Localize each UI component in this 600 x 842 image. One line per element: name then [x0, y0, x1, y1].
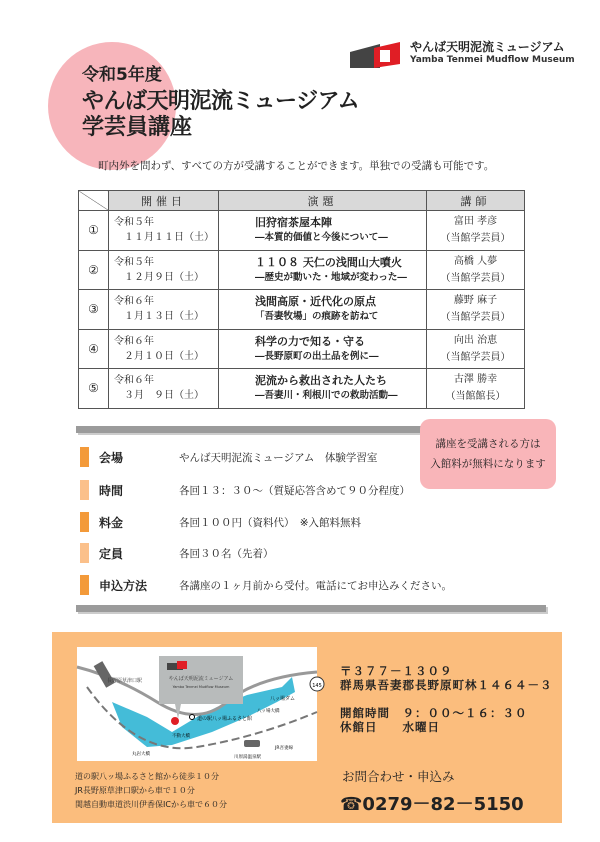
row-number: ①: [79, 211, 109, 251]
map-museum-en: Yamba Tenmei Mudflow Museum: [172, 685, 230, 689]
row-date: [109, 329, 219, 369]
page-title: やんば天明泥流ミュージアム: [82, 89, 360, 114]
table-row: [79, 211, 525, 251]
divider-bar: [76, 605, 546, 612]
info-row: [80, 543, 274, 563]
map-line: JR吾妻線: [275, 746, 293, 751]
access-directions: [75, 770, 227, 812]
topic-subtitle: ―歴史が動いた・地域が変わった―: [255, 271, 407, 283]
info-value: 各回３０名（先着）: [179, 547, 274, 560]
map-bridge1: 丸岩大橋: [132, 752, 150, 757]
row-number: ⑤: [79, 369, 109, 409]
table-row: [79, 369, 525, 409]
row-topic: [219, 250, 427, 290]
date-day: １１月１１日（土）: [124, 232, 214, 244]
map-dam: 八ッ場ダム: [270, 696, 296, 702]
row-lecturer: [427, 329, 525, 369]
logo-en: Yamba Tenmei Mudflow Museum: [410, 55, 575, 65]
row-lecturer: [427, 211, 525, 251]
topic-subtitle: 「吾妻牧場」の痕跡を訪ねて: [255, 311, 379, 323]
lecturer-name: 古澤 勝幸: [453, 374, 498, 386]
row-topic: [219, 211, 427, 251]
notice-line: 講座を受講される方は: [435, 438, 541, 450]
date-day: １月１３日（土）: [124, 311, 204, 323]
row-number: ④: [79, 329, 109, 369]
topic-title: 旧狩宿茶屋本陣: [255, 216, 332, 230]
row-topic: [219, 290, 427, 330]
header-date: 開催日: [109, 191, 219, 211]
info-row: [80, 447, 377, 467]
map-bridge2: 不動大橋: [172, 734, 190, 739]
map-station1: 長野原草津口駅: [107, 678, 143, 684]
row-date: [109, 369, 219, 409]
lecturer-role: （当館館長）: [445, 391, 506, 403]
row-date: [109, 250, 219, 290]
date-year: 令和５年: [114, 256, 154, 268]
contact-label: お問合わせ・申込み: [342, 769, 455, 784]
info-value: 各回１３：３０～（質疑応答含めて９０分程度）: [179, 484, 410, 497]
row-number: ③: [79, 290, 109, 330]
access-line: 道の駅八ッ場ふるさと館から徒歩１０分: [75, 772, 219, 781]
lecturer-role: （当館学芸員）: [440, 351, 511, 363]
marker-icon: [80, 447, 89, 467]
table-row: [79, 290, 525, 330]
corner-cell: [79, 191, 109, 211]
row-number: ②: [79, 250, 109, 290]
free-admission-notice: [420, 419, 556, 489]
notice-line: 入館料が無料になります: [430, 458, 546, 470]
topic-title: 科学の力で知る・守る: [255, 334, 365, 348]
fiscal-year: 令和5年度: [82, 65, 162, 85]
header-lecturer: 講師: [427, 191, 525, 211]
lecturer-name: 富田 孝彦: [453, 216, 498, 228]
info-label: 料金: [99, 515, 124, 530]
address-block: [340, 664, 553, 734]
access-map: [77, 647, 322, 761]
lecturer-role: （当館学芸員）: [440, 312, 511, 324]
marker-icon: [80, 480, 89, 500]
info-row: [80, 575, 452, 595]
row-topic: [219, 329, 427, 369]
intro-text: 町内外を問わず、すべての方が受講することができます。単独での受講も可能です。: [98, 160, 495, 172]
phone-number[interactable]: ☎0279－82－5150: [340, 794, 524, 815]
opening-hours: 開館時間 ９：００～１６：３０: [340, 706, 528, 720]
date-year: 令和６年: [114, 296, 154, 308]
marker-icon: [80, 575, 89, 595]
map-roadside-station: 道の駅八ッ場ふるさと館: [197, 716, 253, 722]
info-label: 会場: [99, 450, 124, 465]
row-lecturer: [427, 369, 525, 409]
date-day: １２月９日（土）: [124, 271, 204, 283]
map-station2: 川原湯温泉駅: [234, 755, 261, 760]
date-day: ３月 ９日（土）: [124, 390, 204, 402]
info-value: 各講座の１ヶ月前から受付。電話にてお申込みください。: [179, 579, 452, 592]
table-row: [79, 250, 525, 290]
lecturer-name: 高橋 人夢: [453, 255, 498, 267]
access-line: JR長野原草津口駅から車で１０分: [75, 786, 195, 795]
row-date: [109, 290, 219, 330]
museum-logo: [350, 38, 575, 70]
topic-title: 泥流から救出された人たち: [255, 374, 387, 388]
row-lecturer: [427, 290, 525, 330]
access-line: 関越自動車道渋川伊香保ICから車で６０分: [75, 800, 227, 809]
lecture-table: [78, 190, 525, 409]
table-row: [79, 329, 525, 369]
closed-day: 休館日 水曜日: [340, 720, 440, 734]
zip-code: 〒３７７－１３０９: [340, 664, 453, 678]
info-value: やんば天明泥流ミュージアム 体験学習室: [179, 451, 378, 464]
topic-title: １１０８ 天仁の浅間山大噴火: [255, 255, 402, 269]
museum-logo-icon: [350, 42, 400, 68]
topic-subtitle: ―吾妻川・利根川での救助活動―: [255, 390, 398, 402]
lecturer-name: 藤野 麻子: [453, 295, 498, 307]
page-subtitle: 学芸員講座: [82, 115, 193, 140]
topic-subtitle: ―本質的価値と今後について―: [255, 232, 388, 244]
row-date: [109, 211, 219, 251]
date-year: 令和５年: [114, 217, 154, 229]
info-label: 時間: [99, 483, 124, 498]
logo-jp: やんば天明泥流ミュージアム: [410, 40, 565, 54]
topic-subtitle: ―長野原町の出土品を例に―: [255, 350, 379, 362]
lecturer-role: （当館学芸員）: [440, 233, 511, 245]
info-label: 定員: [99, 546, 124, 561]
marker-icon: [80, 543, 89, 563]
info-row: [80, 480, 410, 500]
header-title: 演題: [219, 191, 427, 211]
date-day: ２月１０日（土）: [124, 350, 204, 362]
info-label: 申込方法: [99, 578, 148, 593]
map-bridge3: 八ッ場大橋: [257, 709, 280, 714]
topic-title: 浅間高原・近代化の原点: [255, 295, 376, 309]
map-route: 145: [312, 683, 322, 689]
map-museum-label: やんば天明泥流ミュージアム: [168, 676, 234, 682]
lecturer-name: 向出 治恵: [453, 334, 498, 346]
lecturer-role: （当館学芸員）: [440, 272, 511, 284]
marker-icon: [80, 512, 89, 532]
row-topic: [219, 369, 427, 409]
info-value: 各回１００円（資料代） ※入館料無料: [179, 516, 362, 529]
date-year: 令和６年: [114, 375, 154, 387]
date-year: 令和６年: [114, 335, 154, 347]
row-lecturer: [427, 250, 525, 290]
info-row: [80, 512, 361, 532]
address: 群馬県吾妻郡長野原町林１４６４－３: [340, 678, 553, 692]
